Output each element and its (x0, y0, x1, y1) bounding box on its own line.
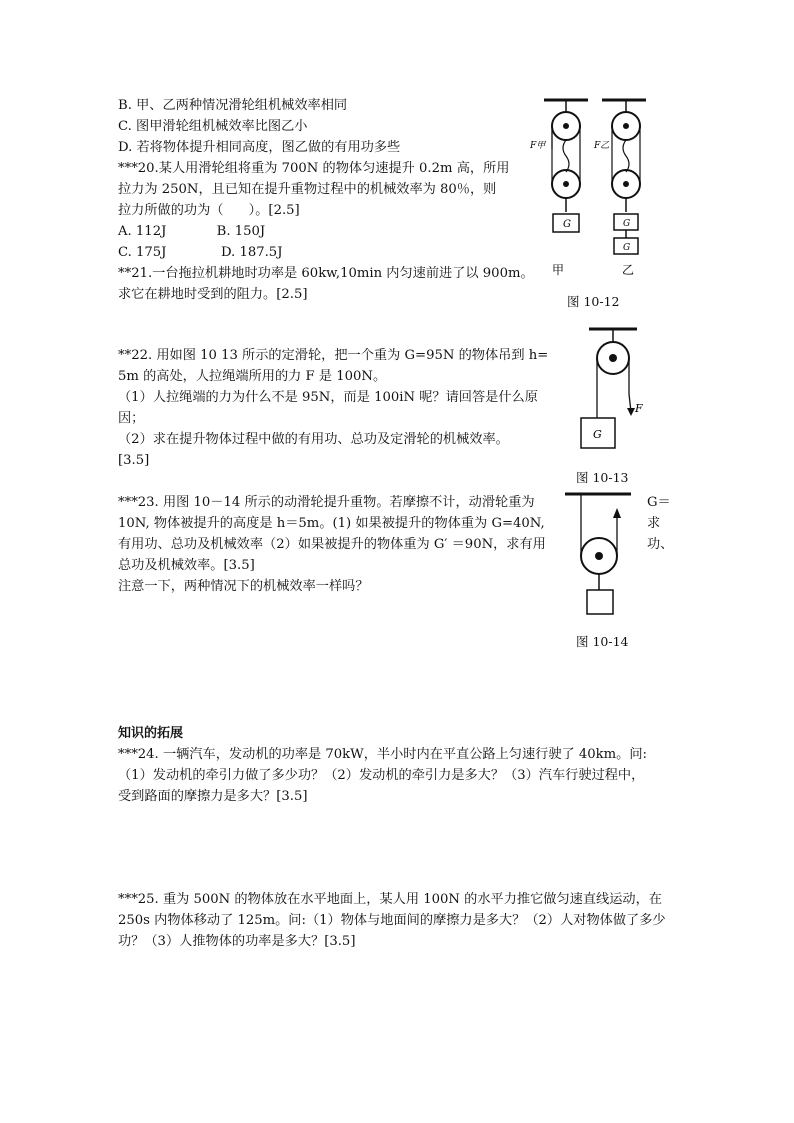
q25-text-line3: 功？（3）人推物体的功率是多大？[3.5] (118, 934, 356, 949)
q22-text-line4: 因； (118, 411, 145, 426)
q19-option-c: C. 图甲滑轮组机械效率比图乙小 (118, 119, 308, 134)
fig14-caption: 图 10-14 (576, 634, 629, 649)
q22-text-line3: （1）人拉绳端的力为什么不是 95N，而是 100iN 呢？请回答是什么原 (118, 390, 538, 405)
figure-10-13 (575, 324, 647, 460)
q23-text-line2: 10N, 物体被提升的高度是 h＝5m。(1) 如果被提升的物体重为 G=40N, (118, 516, 545, 531)
q25-text-line2: 250s 内物体移动了 125m。问:（1）物体与地面间的摩擦力是多大？（2）人对物体做了多少 (118, 913, 666, 928)
fig13-caption: 图 10-13 (576, 470, 629, 485)
q20-options-cd: C. 175J D. 187.5J (118, 245, 283, 260)
fig12-force-jia: F甲 (530, 141, 546, 151)
q23-text-line4: 总功及机械效率。[3.5] (118, 558, 255, 573)
fig12-force-yi: F乙 (594, 141, 610, 151)
q23-text-line3: 有用功、总功及机械效率（2）如果被提升的物体重为 G′ ＝90N，求有用 (118, 537, 546, 552)
q20-options-ab: A. 112J B. 150J (118, 224, 266, 239)
fig13-weight: G (593, 428, 602, 441)
q21-text-line1: **21.一台拖拉机耕地时功率是 60kw,10min 内匀速前进了以 900m。 (118, 266, 534, 281)
figure-10-12 (530, 94, 655, 294)
figure-10-14 (561, 490, 641, 620)
q22-text-line1: **22. 用如图 10 13 所示的定滑轮，把一个重为 G=95N 的物体吊到 h= (118, 348, 549, 363)
q21-text-line2: 求它在耕地时受到的阻力。[2.5] (118, 287, 308, 302)
q20-text-line3: 拉力所做的功为（ ）。[2.5] (118, 203, 300, 218)
q20-text-line1: ***20.某人用滑轮组将重为 700N 的物体匀速提升 0.2m 高，所用 (118, 161, 510, 176)
q23-text-line5: 注意一下，两种情况下的机械效率一样吗？ (118, 579, 369, 594)
q22-text-line6: [3.5] (118, 453, 150, 468)
fig12-label-yi: 乙 (622, 263, 635, 277)
fig12-weight-yi-2: G (623, 243, 631, 253)
q24-text-line2: （1）发动机的牵引力做了多少功？（2）发动机的牵引力是多大？（3）汽车行驶过程中， (118, 768, 645, 783)
fig13-force: F (635, 402, 643, 415)
q24-text-line3: 受到路面的摩擦力是多大？[3.5] (118, 789, 308, 804)
q23-text-line1: ***23. 用图 10－14 所示的动滑轮提升重物。若摩擦不计，动滑轮重为 (118, 495, 535, 510)
fig12-label-jia: 甲 (552, 263, 565, 277)
q23-text-line3-tail: 功、 (647, 537, 674, 552)
q20-text-line2: 拉力为 250N，且已知在提升重物过程中的机械效率为 80％，则 (118, 182, 497, 197)
fig12-weight-jia: G (563, 219, 571, 230)
fig12-caption: 图 10-12 (567, 294, 620, 309)
q22-text-line5: （2）求在提升物体过程中做的有用功、总功及定滑轮的机械效率。 (118, 432, 509, 447)
q24-text-line1: ***24. 一辆汽车，发动机的功率是 70kW，半小时内在平直公路上匀速行驶了 40km。问: (118, 747, 647, 762)
q25-text-line1: ***25. 重为 500N 的物体放在水平地面上，某人用 100N 的水平力推它做匀速直线运动，在 (118, 892, 662, 907)
q22-text-line2: 5m 的高处，人拉绳端所用的力 F 是 100N。 (118, 369, 387, 384)
fig12-weight-yi-1: G (623, 219, 631, 229)
q23-text-line1-tail: G＝ (647, 495, 671, 510)
q19-option-d: D. 若将物体提升相同高度，图乙做的有用功多些 (118, 140, 401, 155)
section-title: 知识的拓展 (118, 726, 184, 741)
q23-text-line2-tail: 求 (647, 516, 661, 531)
q19-option-b: B. 甲、乙两种情况滑轮组机械效率相同 (118, 98, 348, 113)
